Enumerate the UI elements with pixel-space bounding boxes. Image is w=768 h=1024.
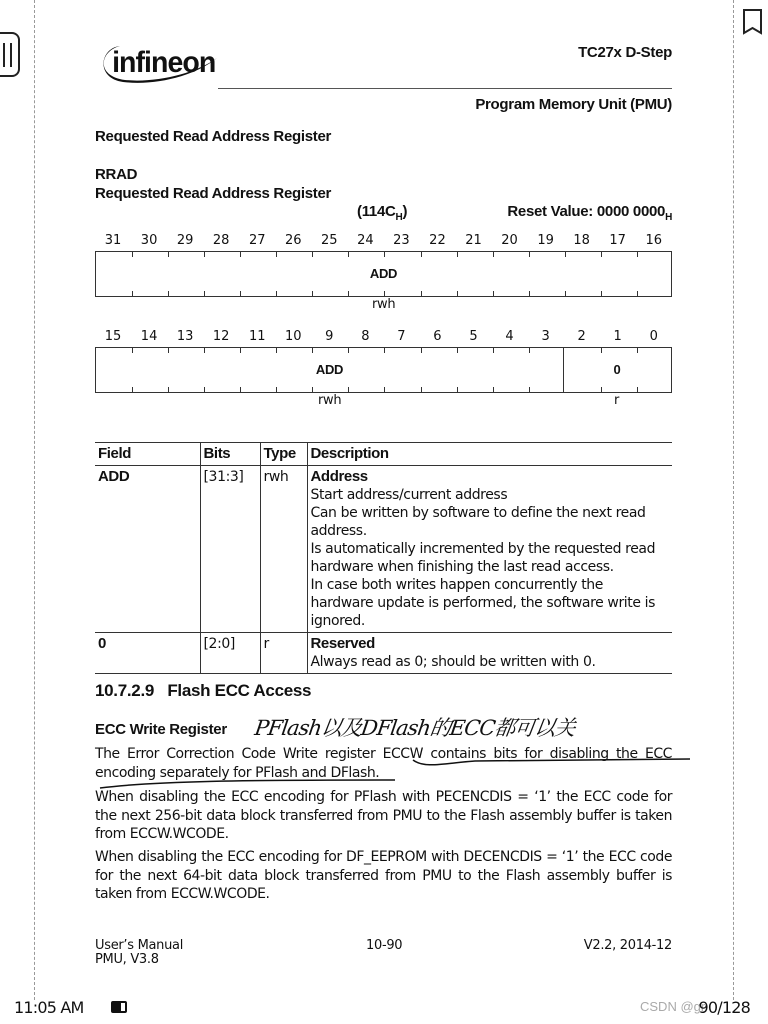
desc-line: In case both writes happen concurrently the hardware update is performed, the software write is ignored.	[310, 577, 656, 629]
bit-tick	[348, 387, 349, 392]
bit-tick	[529, 387, 530, 392]
reset-value: Reset Value: 0000 $0000_H$	[507, 203, 672, 223]
bit-tick	[384, 387, 385, 392]
bit-tick	[601, 252, 602, 257]
register-long-name: Requested Read Address Register	[95, 185, 332, 202]
bit-tick	[168, 348, 169, 353]
header-bits: Bits	[200, 443, 260, 466]
cell-description	[307, 633, 672, 674]
bit-tick	[384, 252, 385, 257]
bit-tick	[457, 387, 458, 392]
bit-tick	[312, 252, 313, 257]
product-name: TC27x D-Step	[578, 44, 672, 61]
bit-tick	[529, 252, 530, 257]
bit-tick	[240, 291, 241, 296]
access-low-add: rwh	[318, 393, 342, 408]
bit-tick	[493, 291, 494, 296]
bit-tick	[204, 387, 205, 392]
register-row-low	[95, 347, 672, 393]
cell-type: rwh	[260, 466, 307, 633]
ecc-heading: ECC Write Register	[95, 721, 227, 738]
header-rule	[218, 88, 672, 89]
bit-tick	[384, 291, 385, 296]
cell-type: r	[260, 633, 307, 674]
access-low-reserved: r	[614, 393, 620, 408]
bit-tick	[240, 348, 241, 353]
ecc-paragraph-1: The Error Correction Code Write register ECCW contains bits for disabling the ECC encoding separately for PFlash and DFlash.	[95, 746, 672, 781]
bit-tick	[168, 387, 169, 392]
footer-module: PMU, V3.8	[95, 952, 159, 967]
register-offset: $(114C_H)$	[357, 203, 408, 223]
desc-line: Always read as 0; should be written with 0.	[310, 654, 596, 670]
table-row	[95, 633, 672, 674]
bit-numbers-low: 15 14 13 12 11 10 9 8 7 6 5 4 3 2 1 0	[104, 329, 658, 344]
field-add-low: ADD	[315, 362, 344, 377]
cell-description	[307, 466, 672, 633]
desc-line: Can be written by software to define the next read address.	[310, 505, 646, 539]
access-high: rwh	[372, 297, 396, 312]
bit-tick	[421, 291, 422, 296]
bit-tick	[312, 348, 313, 353]
bit-tick	[637, 252, 638, 257]
section-title: 10.7.2.9 Flash ECC Access	[95, 681, 312, 700]
header-type: Type	[260, 443, 307, 466]
bit-tick	[276, 348, 277, 353]
field-add-high: ADD	[369, 266, 398, 281]
bookmark-icon[interactable]	[742, 8, 764, 36]
chapter-title: Program Memory Unit (PMU)	[475, 96, 672, 113]
ecc-paragraph-2: When disabling the ECC encoding for PFlash with PECENCDIS = ‘1’ the ECC code for the next 256-bit data block transferred from PMU to the Flash assembly buffer is taken from ECCW.WCODE.	[95, 789, 672, 842]
bit-tick	[132, 252, 133, 257]
bit-numbers-high: 31 30 29 28 27 26 25 24 23 22 21 20 19 18 17 16	[104, 233, 662, 248]
bit-tick	[421, 387, 422, 392]
cell-field: 0	[98, 635, 106, 652]
desc-line: Start address/current address	[310, 487, 508, 503]
bit-tick	[565, 252, 566, 257]
bit-tick	[132, 348, 133, 353]
page-counter[interactable]: 90/128	[698, 998, 750, 1017]
bit-tick	[493, 252, 494, 257]
bit-tick	[421, 252, 422, 257]
desc-title: Address	[310, 468, 368, 485]
infineon-logo	[95, 36, 220, 86]
footer-manual: User’s Manual	[95, 938, 184, 953]
bit-tick	[348, 252, 349, 257]
bit-tick	[276, 252, 277, 257]
menu-toggle-button[interactable]	[0, 32, 20, 77]
bit-tick	[457, 348, 458, 353]
bit-tick	[601, 291, 602, 296]
bit-tick	[457, 252, 458, 257]
header-description: Description	[307, 443, 672, 466]
bit-tick	[312, 387, 313, 392]
desc-title: Reserved	[310, 635, 375, 652]
bit-tick	[168, 252, 169, 257]
bit-tick	[204, 252, 205, 257]
bit-tick	[493, 348, 494, 353]
bit-tick	[421, 348, 422, 353]
bit-tick	[637, 291, 638, 296]
menu-icon	[3, 43, 12, 67]
bit-tick	[457, 291, 458, 296]
desc-line: Is automatically incremented by the requested read hardware when finishing the last read access.	[310, 541, 656, 575]
page-edge-left	[34, 0, 35, 1000]
handwritten-note: PFlash以及DFlash的ECC都可以关	[253, 716, 577, 740]
bit-tick	[348, 348, 349, 353]
cell-field: ADD	[98, 468, 130, 485]
bit-tick	[240, 252, 241, 257]
header-field: Field	[98, 445, 132, 462]
bit-tick	[204, 291, 205, 296]
battery-icon	[111, 1001, 127, 1013]
bit-tick	[132, 291, 133, 296]
bit-tick	[276, 387, 277, 392]
svg-text:infineon: infineon	[112, 46, 216, 80]
bit-tick	[312, 291, 313, 296]
bit-tick	[637, 387, 638, 392]
bit-tick	[529, 348, 530, 353]
register-short-name: RRAD	[95, 166, 138, 183]
table-header	[95, 443, 672, 466]
section-heading: Requested Read Address Register	[95, 128, 332, 145]
bit-tick	[601, 387, 602, 392]
bit-tick	[132, 387, 133, 392]
bit-tick	[240, 387, 241, 392]
cell-bits: [31:3]	[200, 466, 260, 633]
register-row-high	[95, 251, 672, 297]
bit-tick	[204, 348, 205, 353]
bit-tick	[168, 291, 169, 296]
footer-page: 10-90	[366, 938, 403, 953]
bit-tick	[601, 348, 602, 353]
bit-tick	[384, 348, 385, 353]
bit-tick	[637, 348, 638, 353]
bit-tick	[529, 291, 530, 296]
status-time: 11:05 AM	[14, 998, 84, 1017]
ecc-paragraph-3: When disabling the ECC encoding for DF_EEPROM with DECENCDIS = ‘1’ the ECC code for the next 64-bit data block transferred from PMU to the Flash assembly buffer is taken from ECCW.WCODE.	[95, 849, 672, 902]
table-row	[95, 466, 672, 633]
footer-version: V2.2, 2014-12	[583, 938, 672, 953]
field-table	[95, 442, 672, 674]
bit-tick	[348, 291, 349, 296]
page-edge-right	[733, 0, 734, 1000]
bit-tick	[493, 387, 494, 392]
field-reserved: 0	[613, 362, 621, 377]
bit-tick	[565, 291, 566, 296]
watermark: CSDN @gr	[640, 999, 706, 1014]
cell-bits: [2:0]	[200, 633, 260, 674]
bit-tick	[276, 291, 277, 296]
